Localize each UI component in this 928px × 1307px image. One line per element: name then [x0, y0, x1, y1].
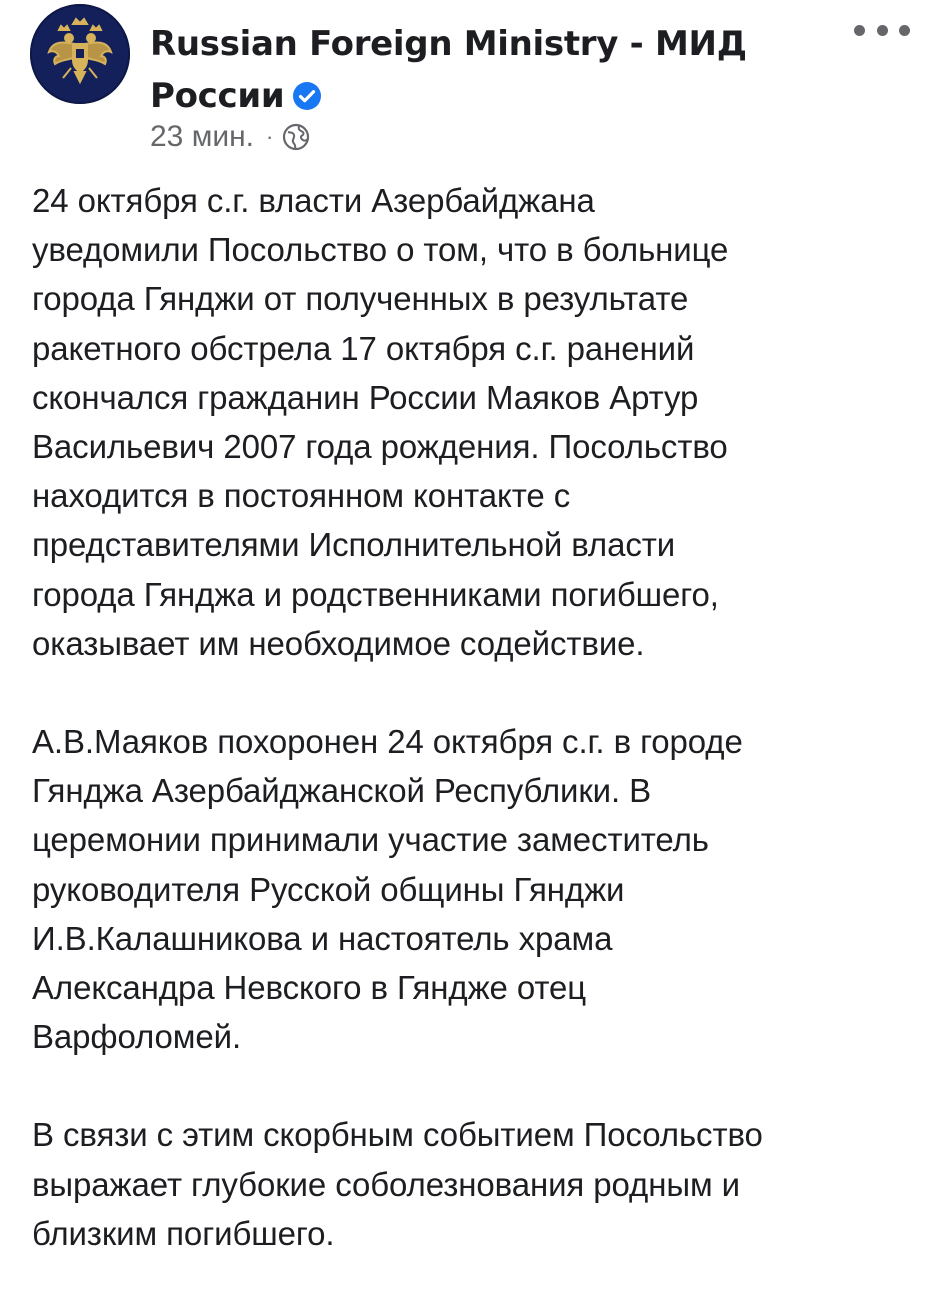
text-line: находится в постоянном контакте с — [32, 477, 571, 515]
text-line: Гянджа Азербайджанской Республики. В — [32, 772, 652, 810]
text-line: 24 октября с.г. власти Азербайджана — [32, 182, 595, 219]
coat-of-arms-icon — [45, 16, 115, 92]
globe-icon[interactable] — [282, 123, 310, 151]
text-line: И.В.Калашникова и настоятель храма — [32, 919, 613, 957]
post-body-text — [32, 176, 912, 1307]
text-line: города Гянджа и родственниками погибшего, — [32, 575, 719, 613]
more-options-icon — [899, 25, 910, 36]
page-name-line1: Russian Foreign Ministry - МИД — [150, 24, 747, 64]
meta-separator: · — [266, 124, 274, 149]
post-meta — [150, 120, 310, 154]
text-line: Александра Невского в Гяндже отец — [32, 969, 587, 1007]
page-name[interactable] — [150, 18, 770, 122]
post-timestamp[interactable]: 23 мин. — [150, 120, 254, 153]
text-line: уведомили Посольство о том, что в больнице — [32, 231, 729, 269]
text-line: скончался гражданин России Маяков Артур — [32, 378, 699, 416]
text-line: А.В.Маяков похоронен 24 октября с.г. в городе — [32, 723, 743, 761]
text-line: церемонии принимали участие заместитель — [32, 821, 709, 859]
text-line: ракетного обстрела 17 октября с.г. ранений — [32, 329, 695, 367]
text-line: города Гянджи от полученных в результате — [32, 280, 689, 318]
page-avatar[interactable] — [30, 4, 130, 104]
text-line: В связи с этим скорбным событием Посольство — [32, 1116, 763, 1154]
post-paragraph-3 — [32, 1110, 912, 1258]
verified-badge-icon — [292, 81, 322, 111]
text-line: представителями Исполнительной власти — [32, 526, 676, 564]
text-line: Варфоломей. — [32, 1018, 242, 1056]
text-line: близким погибшего. — [32, 1214, 335, 1252]
text-line: выражает глубокие соболезнования родным и — [32, 1165, 740, 1203]
more-options-icon — [854, 25, 865, 36]
text-line: оказывает им необходимое содействие. — [32, 624, 645, 662]
post-paragraph-2 — [32, 717, 912, 1061]
more-options-icon — [877, 25, 888, 36]
text-line: руководителя Русской общины Гянджи — [32, 870, 625, 908]
post-paragraph-1 — [32, 176, 912, 668]
page-name-line2: России — [150, 76, 285, 116]
more-options-button[interactable] — [854, 16, 910, 44]
post-header — [30, 4, 910, 154]
text-line: Васильевич 2007 года рождения. Посольство — [32, 428, 728, 466]
